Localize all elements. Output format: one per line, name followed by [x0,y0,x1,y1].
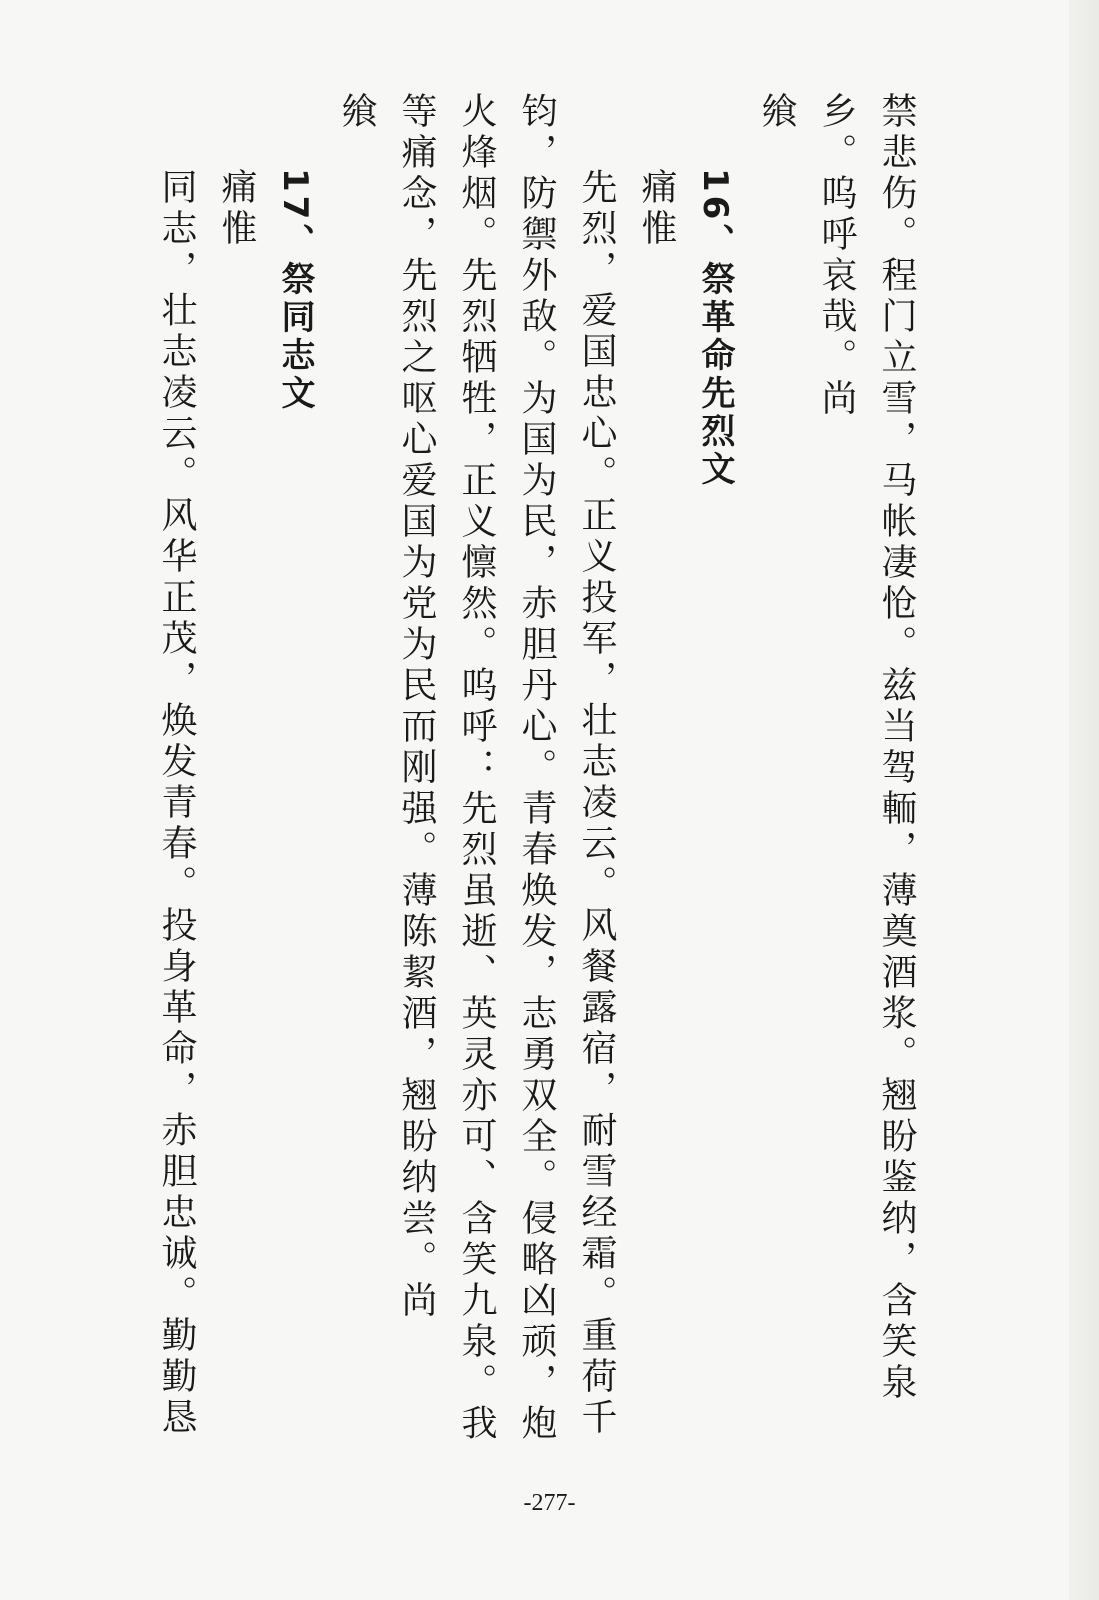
page-number: -277- [523,1490,576,1516]
text-column: 同志，壮志凌云。风华正茂，焕发青春。投身革命，赤胆忠诚。勤勤恳 [156,168,197,1439]
text-column: 禁悲伤。程门立雪，马帐凄怆。兹当驾輀，薄奠酒浆。翘盼鉴纳，含笑泉 [876,92,917,1404]
section-16-separator: 、 [695,223,735,262]
section-17-separator: 、 [275,223,315,262]
text-column: 飨 [336,92,377,133]
text-column: 飨 [756,92,797,133]
section-17-number: 17 [275,168,315,224]
text-column: 火烽烟。先烈牺牲，正义懔然。呜呼：先烈虽逝、英灵亦可、含笑九泉。我 [456,92,497,1445]
section-17-heading [275,168,315,414]
page-edge-shadow [1069,0,1099,1600]
text-column: 等痛念，先烈之呕心爱国为党为民而刚强。薄陈絜酒，翘盼纳尝。尚 [396,92,437,1322]
text-column: 先烈，爱国忠心。正义投军，壮志凌云。风餐露宿，耐雪经霜。重荷千 [576,168,617,1439]
section-16-number: 16 [695,168,735,224]
section-16-heading [695,168,735,490]
section-16-title: 祭革命先烈文 [695,261,735,490]
text-column: 钧，防禦外敌。为国为民，赤胆丹心。青春焕发，志勇双全。侵略凶顽，炮 [516,92,557,1445]
section-16-opening: 痛惟 [636,168,677,250]
section-17-title: 祭同志文 [275,261,315,414]
section-17-opening: 痛惟 [216,168,257,250]
text-column: 乡。呜呼哀哉。尚 [816,92,857,420]
